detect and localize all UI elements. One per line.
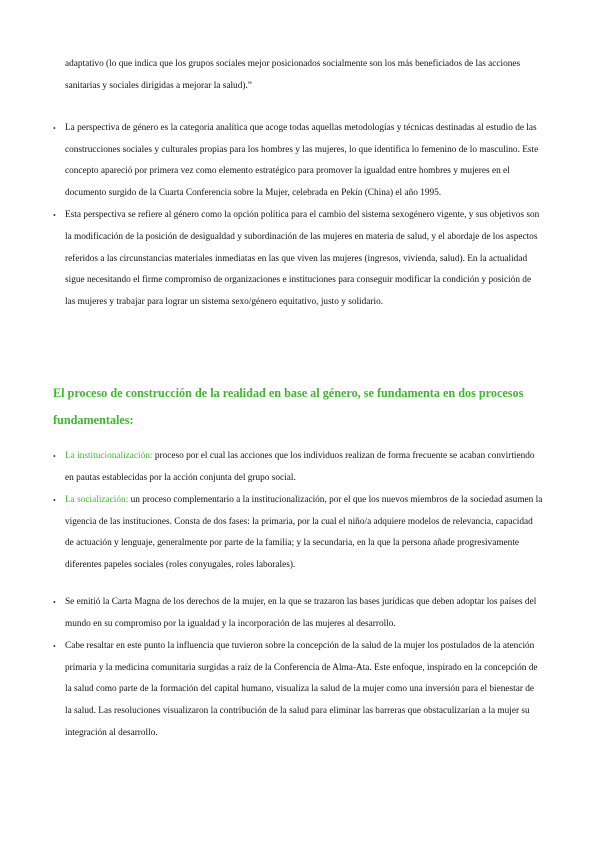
- bullet-icon: •: [53, 452, 56, 461]
- list-item-text: Se emitió la Carta Magna de los derechos de la mujer, en la que se trazaron las bases jurídicas que deben adoptar los países del mundo en su compromiso por la igualdad y la incorporación de las mujeres al desarrollo.: [65, 597, 537, 629]
- list-item: [53, 205, 543, 313]
- list-item: [53, 592, 543, 635]
- bullet-list-gender-perspective: [53, 118, 543, 314]
- bullet-icon: •: [53, 124, 56, 133]
- list-item-text: un proceso complementario a la institucionalización, por el que los nuevos miembros de la sociedad asumen la vigencia de las instituciones. Consta de dos fases: la primaria, por la cual el niño/a adquiere modelos de relevancia, capacidad de actuación y lenguaje, generalmente por parte de la familia; y la secundaria, en la que la persona añade progresivamente diferentes papeles sociales (roles conyugales, roles laborales).: [65, 495, 543, 570]
- list-item: [53, 636, 543, 744]
- bullet-icon: •: [53, 598, 56, 607]
- list-item: [53, 118, 543, 204]
- bullet-icon: •: [53, 642, 56, 652]
- list-item-text: proceso por el cual las acciones que los individuos realizan de forma frecuente se acaban convirtiendo en pautas establecidas por la acción conjunta del grupo social.: [65, 451, 535, 483]
- bullet-icon: •: [53, 496, 56, 506]
- section-heading: El proceso de construcción de la realidad en base al género, se fundamenta en dos procesos fundamentales:: [53, 386, 524, 427]
- list-item-text: Esta perspectiva se refiere al género como la opción política para el cambio del sistema sexogénero vigente, y sus objetivos son la modificación de la posición de desigualdad y subordinación de las mujeres en materia de salud, y el abordaje de los aspectos referidos a las circunstancias materiales inmediatas en las que viven las mujeres (ingresos, vivienda, salud). En la actualidad sigue necesitando el firme compromiso de organizaciones e instituciones para conseguir modificar la condición y posición de las mujeres y trabajar para lograr un sistema sexo/género equitativo, justo y solidario.: [65, 210, 540, 307]
- term-label: La socialización:: [65, 495, 129, 506]
- bullet-icon: •: [53, 211, 56, 221]
- list-item: [53, 490, 543, 576]
- continuation-paragraph: adaptativo (lo que indica que los grupos sociales mejor posicionados socialmente son los más beneficiados de las acciones sanitarias y sociales dirigidas a mejorar la salud).”: [65, 59, 521, 91]
- list-item-text: La perspectiva de género es la categoría analítica que acoge todas aquellas metodologías y técnicas destinadas al estudio de las construcciones sociales y culturales propias para los hombres y las mujeres, lo que identifica lo femenino de lo masculino. Este concepto apareció por primera vez como elemento estratégico para promover la igualdad entre hombres y mujeres en el documento surgido de la Cuarta Conferencia sobre la Mujer, celebrada en Pekín (China) el año 1995.: [65, 123, 539, 198]
- bullet-list-processes: [53, 446, 543, 578]
- bullet-list-rights: [53, 592, 543, 745]
- term-label: La institucionalización:: [65, 451, 153, 461]
- list-item-text: Cabe resaltar en este punto la influencia que tuvieron sobre la concepción de la salud de la mujer los postulados de la atención primaria y la medicina comunitaria surgidas a raíz de la Conferencia de Alma-Ata. Este enfoque, inspirado en la concepción de la salud como parte de la formación del capital humano, visualiza la salud de la mujer como una inversión para el bienestar de la salud. Las resoluciones visualizaron la contribución de la salud para eliminar las barreras que obstaculizarían a la mujer su integración al desarrollo.: [65, 641, 538, 738]
- list-item: [53, 446, 543, 489]
